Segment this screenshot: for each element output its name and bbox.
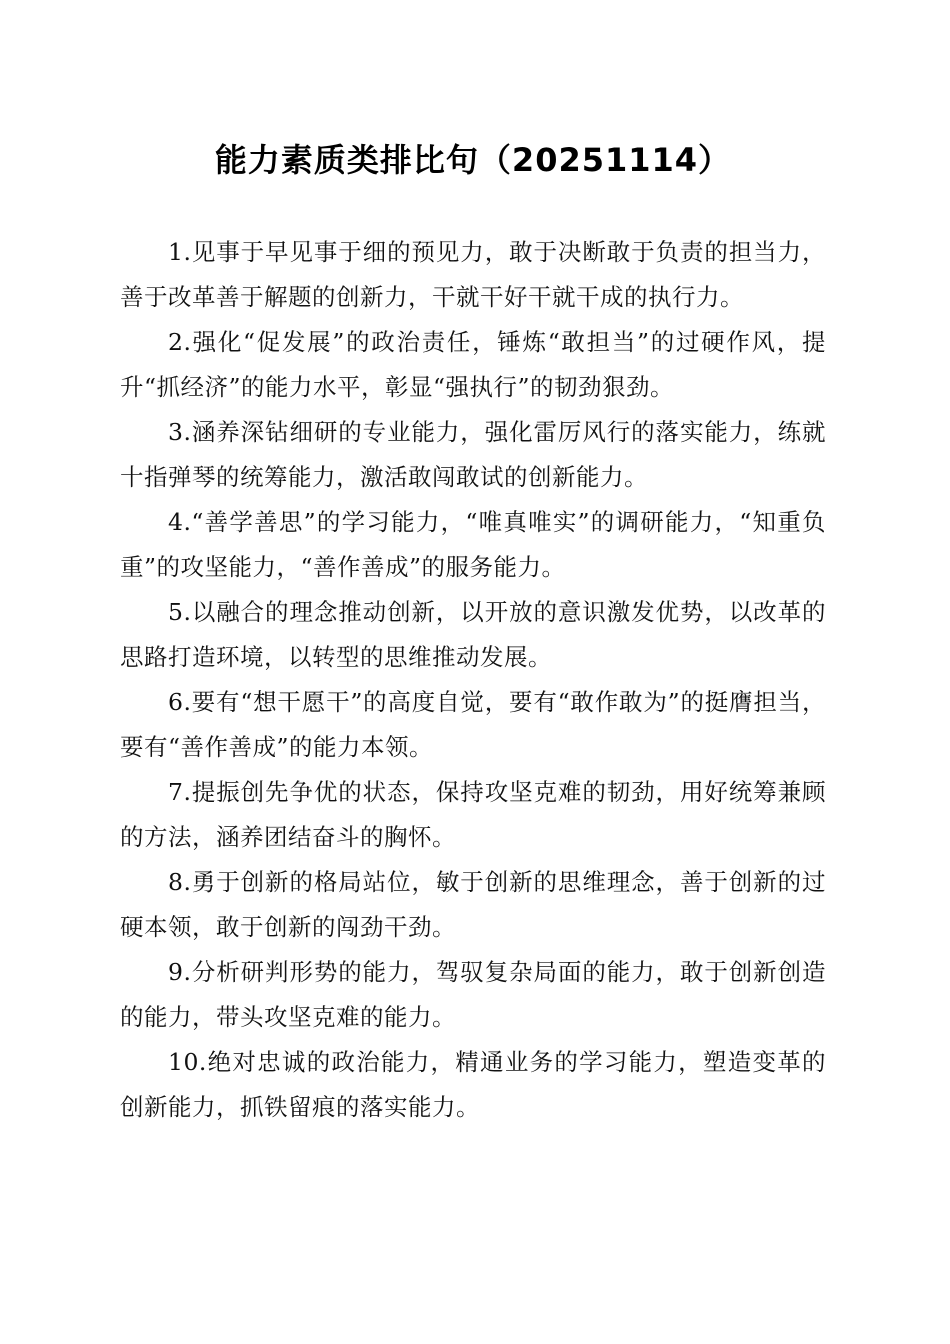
paragraph-4: 4.“善学善思”的学习能力，“唯真唯实”的调研能力，“知重负重”的攻坚能力，“善作善成”的服务能力。: [120, 508, 826, 581]
paragraph-9: 9.分析研判形势的能力，驾驭复杂局面的能力，敢于创新创造的能力，带头攻坚克难的能力。: [120, 958, 826, 1031]
document-title: 能力素质类排比句（20251114）: [214, 141, 732, 179]
paragraph-7: 7.提振创先争优的状态，保持攻坚克难的韧劲，用好统筹兼顾的方法，涵养团结奋斗的胸怀。: [120, 778, 826, 851]
paragraph-3: 3.涵养深钻细研的专业能力，强化雷厉风行的落实能力，练就十指弹琴的统筹能力，激活敢闯敢试的创新能力。: [120, 418, 826, 491]
paragraph-6: 6.要有“想干愿干”的高度自觉，要有“敢作敢为”的挺膺担当，要有“善作善成”的能力本领。: [120, 688, 826, 761]
paragraph-5: 5.以融合的理念推动创新，以开放的意识激发优势，以改革的思路打造环境，以转型的思维推动发展。: [120, 598, 826, 671]
document-body: [120, 230, 826, 1130]
paragraph-2: 2.强化“促发展”的政治责任，锤炼“敢担当”的过硬作风，提升“抓经济”的能力水平，彰显“强执行”的韧劲狠劲。: [120, 328, 826, 401]
paragraph-8: 8.勇于创新的格局站位，敏于创新的思维理念，善于创新的过硬本领，敢于创新的闯劲干劲。: [120, 868, 826, 941]
paragraph-1: 1.见事于早见事于细的预见力，敢于决断敢于负责的担当力，善于改革善于解题的创新力，干就干好干就干成的执行力。: [120, 238, 826, 311]
paragraph-10: 10.绝对忠诚的政治能力，精通业务的学习能力，塑造变革的创新能力，抓铁留痕的落实能力。: [120, 1048, 826, 1121]
